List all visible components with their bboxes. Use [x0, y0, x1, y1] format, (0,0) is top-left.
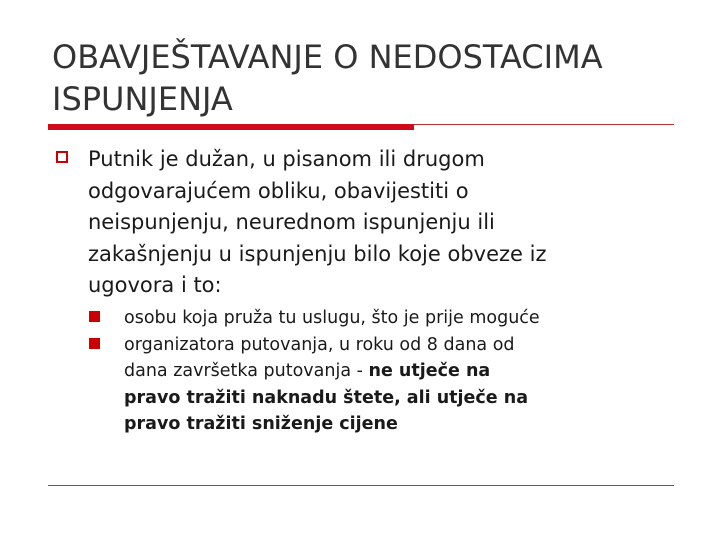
filled-square-bullet-icon	[89, 311, 100, 322]
title-line-1: OBAVJEŠTAVANJE O NEDOSTACIMA	[52, 38, 603, 76]
sub-bullet-item-1	[52, 305, 692, 332]
sub-bullet-2-line-2	[124, 358, 692, 385]
hollow-square-bullet-icon	[56, 151, 68, 163]
main-bullet-line-3: neispunjenju, neurednom ispunjenju ili	[88, 210, 495, 234]
main-bullet-item	[52, 144, 692, 302]
sub-bullet-text-2	[124, 332, 692, 438]
main-bullet-line-4: zakašnjenju u ispunjenju bilo koje obveze iz	[88, 241, 547, 266]
main-bullet-line-2: odgovarajućem obliku, obavijestiti o	[88, 178, 469, 203]
main-bullet-text	[88, 144, 692, 302]
sub-bullet-2-line-3: pravo tražiti naknadu štete, ali utječe na	[124, 387, 529, 408]
sub-bullet-list	[52, 305, 692, 438]
sub-bullet-item-2	[52, 332, 692, 438]
filled-square-bullet-icon	[89, 338, 100, 349]
title-line-2: ISPUNJENJA	[52, 80, 233, 118]
sub-bullet-1-line-1: osobu koja pruža tu uslugu, što je prije moguće	[124, 308, 540, 328]
sub-bullet-text-1	[124, 305, 692, 332]
title-divider-accent	[48, 124, 414, 130]
main-bullet-line-1: Putnik je dužan, u pisanom ili drugom	[88, 147, 485, 171]
bottom-divider	[48, 485, 674, 486]
main-bullet-line-5: ugovora i to:	[88, 273, 222, 297]
slide-title	[52, 36, 692, 120]
sub-bullet-2-line-2-plain: dana završetka putovanja -	[124, 361, 369, 381]
sub-bullet-2-line-1: organizatora putovanja, u roku od 8 dana od	[124, 334, 515, 355]
sub-bullet-2-line-4: pravo tražiti sniženje cijene	[124, 414, 398, 434]
sub-bullet-2-line-2-bold: ne utječe na	[368, 361, 491, 381]
